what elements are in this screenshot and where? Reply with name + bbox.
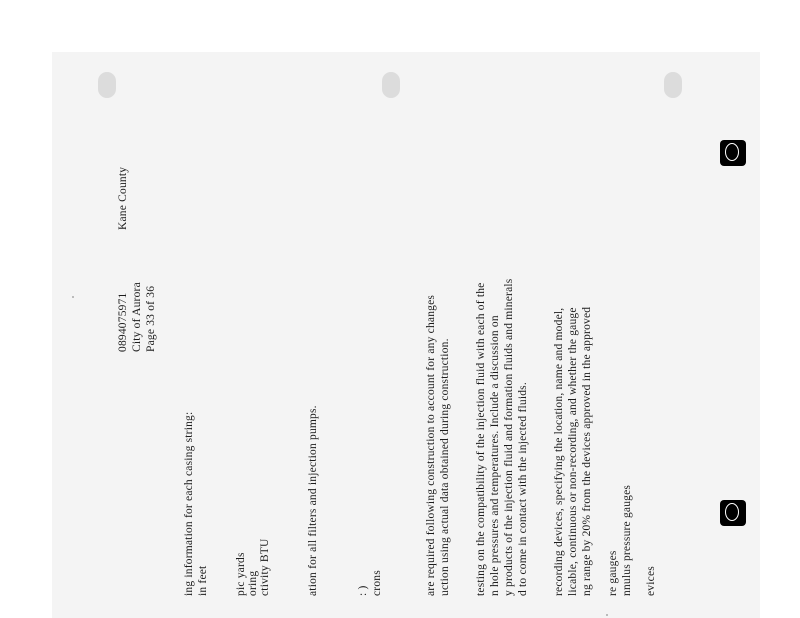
text-line: d to come in contact with the injected fluids. [517, 382, 529, 596]
text-line: oring [247, 570, 259, 596]
registration-mark-top [720, 140, 746, 166]
text-line: nnulus pressure gauges [621, 484, 633, 596]
text-line: ctivity BTU [259, 538, 271, 596]
registration-mark-bottom [720, 500, 746, 526]
text-line: ation for all filters and injection pumps. [307, 405, 319, 596]
text-line: re gauges [607, 550, 619, 596]
paper-sheet [52, 52, 760, 618]
text-line: y products of the injection fluid and formation fluids and minerals [503, 278, 515, 596]
header-city: City of Aurora [131, 282, 143, 352]
text-line: crons [371, 570, 383, 596]
text-line: : ) [357, 585, 369, 596]
header-id: 0894075971 [117, 292, 129, 352]
header-page: Page 33 of 36 [145, 285, 157, 352]
header-county: Kane County [117, 166, 129, 230]
text-line: testing on the compatibility of the injection fluid with each of the [475, 282, 487, 596]
punch-hole-middle [382, 72, 400, 98]
scan-speck [606, 614, 608, 616]
scan-speck [72, 296, 74, 298]
text-line: ng range by 20% from the devices approved in the approved [581, 306, 593, 596]
text-line: ing information for each casing string: [183, 411, 195, 596]
text-line: evices [645, 566, 657, 596]
punch-hole-top [98, 72, 116, 98]
text-line: recording devices, specifying the location, name and model, [553, 307, 565, 596]
text-line: licable, continuous or non-recording, and whether the gauge [567, 307, 579, 596]
text-line: n hole pressures and temperatures. Include a discussion on [489, 315, 501, 596]
text-line: uction using actual data obtained during construction. [439, 338, 451, 596]
punch-hole-bottom [664, 72, 682, 98]
text-line: are required following construction to account for any changes [425, 294, 437, 596]
text-line: pic yards [235, 552, 247, 596]
text-line: in feet [197, 565, 209, 596]
